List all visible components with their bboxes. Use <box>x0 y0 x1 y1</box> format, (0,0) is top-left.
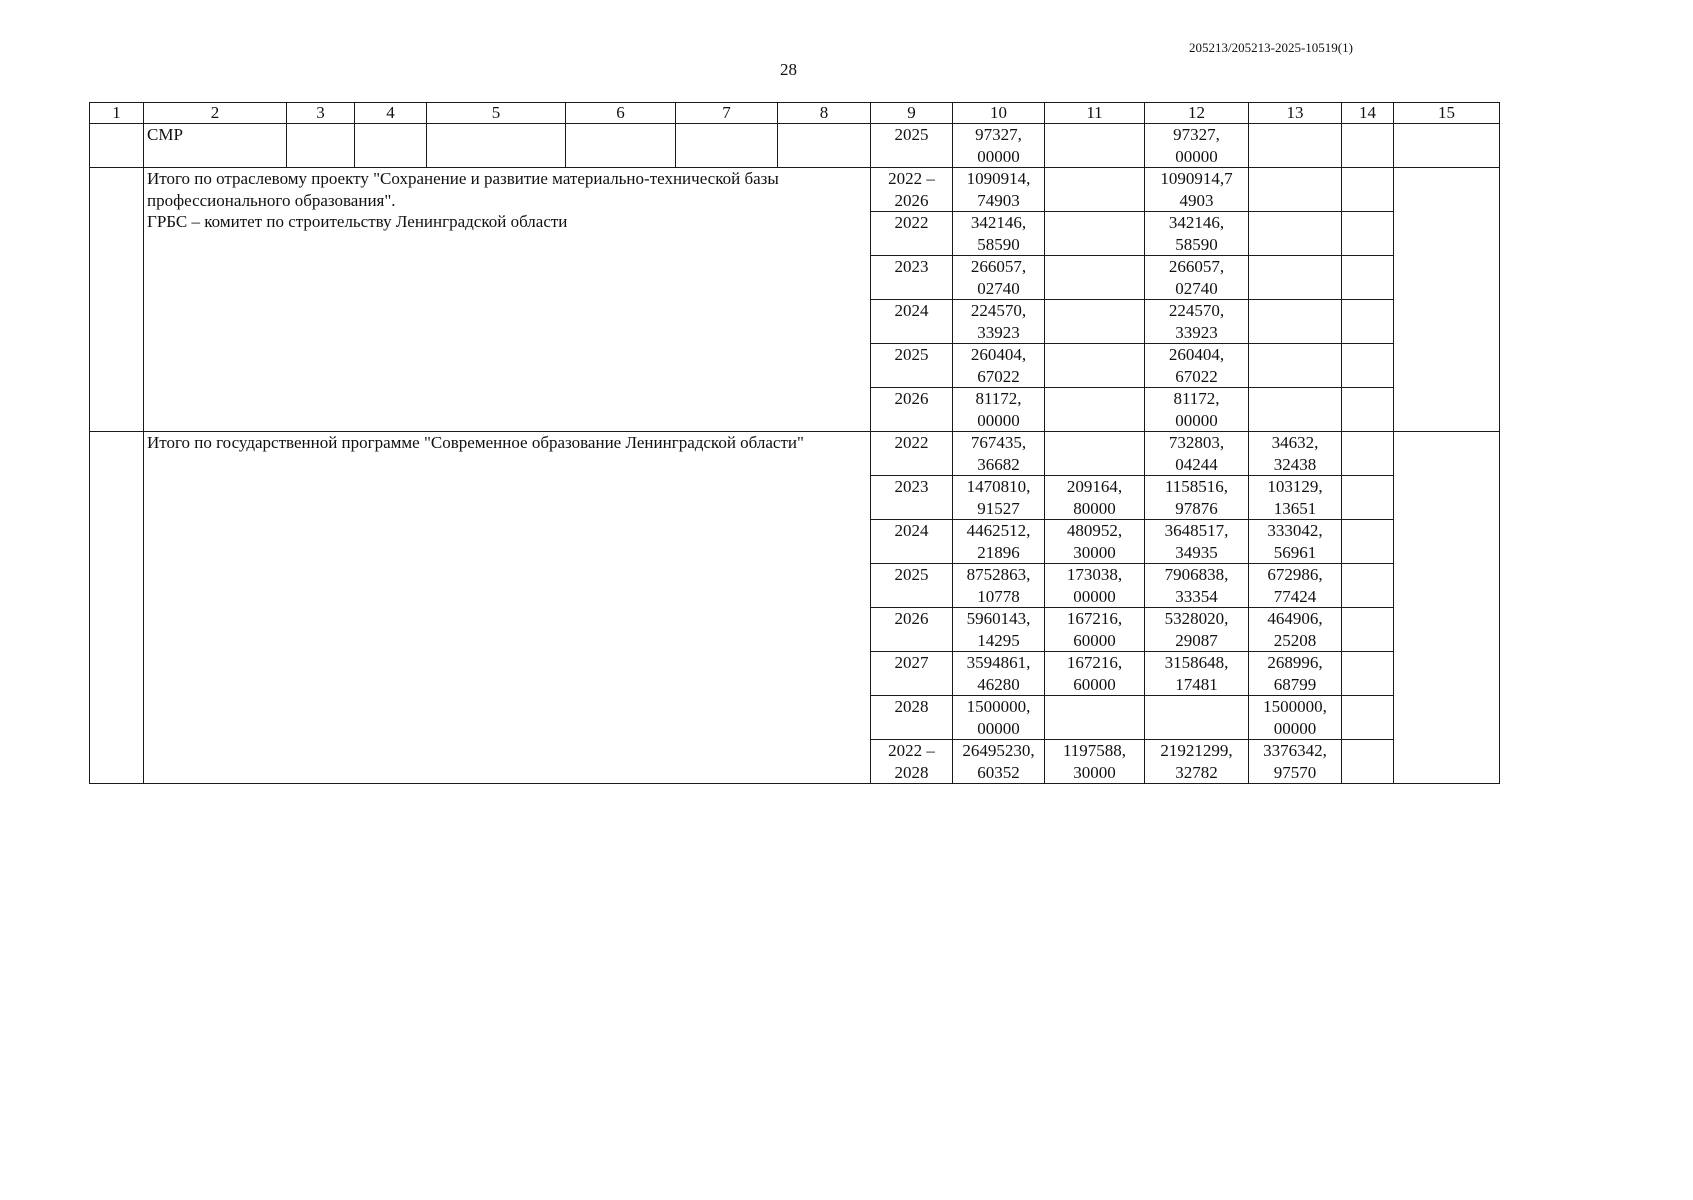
column-number-1: 1 <box>90 103 144 124</box>
year-cell: 2023 <box>871 256 953 300</box>
value-col14 <box>1342 168 1394 212</box>
value-col10: 342146, 58590 <box>953 212 1045 256</box>
value-col11 <box>1045 300 1145 344</box>
value-col14 <box>1342 344 1394 388</box>
value-col14 <box>1342 652 1394 696</box>
cell-col8 <box>778 124 871 168</box>
section1-title-line1: Итого по отраслевому проекту "Сохранение и развитие материально-технической базы профессионального образования". <box>147 169 779 210</box>
value-col12: 732803, 04244 <box>1145 432 1249 476</box>
year-cell: 2023 <box>871 476 953 520</box>
value-col14 <box>1342 476 1394 520</box>
value-col11 <box>1045 344 1145 388</box>
section1-title <box>144 168 871 432</box>
cell-col4 <box>355 124 427 168</box>
value-col15 <box>1394 124 1500 168</box>
value-col11: 167216, 60000 <box>1045 608 1145 652</box>
value-col12: 21921299, 32782 <box>1145 740 1249 784</box>
column-number-13: 13 <box>1249 103 1342 124</box>
value-col12: 3158648, 17481 <box>1145 652 1249 696</box>
cell-col3 <box>287 124 355 168</box>
value-col13: 3376342, 97570 <box>1249 740 1342 784</box>
year-cell: 2025 <box>871 124 953 168</box>
value-col14 <box>1342 212 1394 256</box>
cell-col5 <box>427 124 566 168</box>
value-col12: 5328020, 29087 <box>1145 608 1249 652</box>
value-col11: 480952, 30000 <box>1045 520 1145 564</box>
section1-col1 <box>90 168 144 432</box>
value-col13 <box>1249 388 1342 432</box>
value-col12: 224570, 33923 <box>1145 300 1249 344</box>
table-row-section2 <box>90 432 1500 476</box>
value-col13: 268996, 68799 <box>1249 652 1342 696</box>
value-col10: 1090914, 74903 <box>953 168 1045 212</box>
value-col14 <box>1342 256 1394 300</box>
column-number-5: 5 <box>427 103 566 124</box>
year-cell: 2024 <box>871 520 953 564</box>
section2-title: Итого по государственной программе "Современное образование Ленинградской области" <box>144 432 871 784</box>
year-cell: 2027 <box>871 652 953 696</box>
value-col11 <box>1045 168 1145 212</box>
value-col13: 103129, 13651 <box>1249 476 1342 520</box>
value-col13 <box>1249 344 1342 388</box>
value-col12: 1158516, 97876 <box>1145 476 1249 520</box>
value-col10: 5960143, 14295 <box>953 608 1045 652</box>
value-col11: 209164, 80000 <box>1045 476 1145 520</box>
page-number: 28 <box>780 60 797 79</box>
value-col10: 8752863, 10778 <box>953 564 1045 608</box>
value-col11 <box>1045 124 1145 168</box>
year-cell: 2028 <box>871 696 953 740</box>
column-number-8: 8 <box>778 103 871 124</box>
section1-col15 <box>1394 168 1500 432</box>
value-col14 <box>1342 432 1394 476</box>
table-row-section1 <box>90 168 1500 212</box>
cell-col1 <box>90 124 144 168</box>
section2-col15 <box>1394 432 1500 784</box>
value-col13: 672986, 77424 <box>1249 564 1342 608</box>
value-col12: 81172, 00000 <box>1145 388 1249 432</box>
year-cell: 2022 – 2028 <box>871 740 953 784</box>
value-col12: 260404, 67022 <box>1145 344 1249 388</box>
year-cell: 2026 <box>871 608 953 652</box>
value-col14 <box>1342 696 1394 740</box>
value-col11 <box>1045 388 1145 432</box>
year-cell: 2025 <box>871 344 953 388</box>
value-col13: 1500000, 00000 <box>1249 696 1342 740</box>
budget-table <box>89 102 1500 784</box>
value-col10: 266057, 02740 <box>953 256 1045 300</box>
value-col13: 34632, 32438 <box>1249 432 1342 476</box>
column-number-15: 15 <box>1394 103 1500 124</box>
value-col14 <box>1342 520 1394 564</box>
value-col12: 3648517, 34935 <box>1145 520 1249 564</box>
value-col14 <box>1342 300 1394 344</box>
value-col10: 767435, 36682 <box>953 432 1045 476</box>
year-cell: 2026 <box>871 388 953 432</box>
column-number-10: 10 <box>953 103 1045 124</box>
value-col11: 167216, 60000 <box>1045 652 1145 696</box>
value-col12: 342146, 58590 <box>1145 212 1249 256</box>
year-cell: 2022 <box>871 212 953 256</box>
column-number-12: 12 <box>1145 103 1249 124</box>
value-col13: 464906, 25208 <box>1249 608 1342 652</box>
value-col11 <box>1045 212 1145 256</box>
value-col14 <box>1342 124 1394 168</box>
section1-title-line2: ГРБС – комитет по строительству Ленинградской области <box>147 212 568 231</box>
value-col12: 1090914,7 4903 <box>1145 168 1249 212</box>
value-col10: 1500000, 00000 <box>953 696 1045 740</box>
cell-col6 <box>566 124 676 168</box>
cell-col7 <box>676 124 778 168</box>
year-cell: 2025 <box>871 564 953 608</box>
value-col10: 1470810, 91527 <box>953 476 1045 520</box>
value-col13 <box>1249 168 1342 212</box>
value-col12: 266057, 02740 <box>1145 256 1249 300</box>
value-col14 <box>1342 608 1394 652</box>
document-number: 205213/205213-2025-10519(1) <box>1189 40 1353 55</box>
value-col13 <box>1249 300 1342 344</box>
value-col13: 333042, 56961 <box>1249 520 1342 564</box>
value-col11: 173038, 00000 <box>1045 564 1145 608</box>
value-col11: 1197588, 30000 <box>1045 740 1145 784</box>
value-col14 <box>1342 564 1394 608</box>
smr-label: СМР <box>144 124 287 168</box>
column-number-6: 6 <box>566 103 676 124</box>
value-col11 <box>1045 696 1145 740</box>
column-number-row <box>90 103 1500 124</box>
year-cell: 2024 <box>871 300 953 344</box>
value-col12 <box>1145 696 1249 740</box>
value-col13 <box>1249 124 1342 168</box>
value-col11 <box>1045 432 1145 476</box>
column-number-7: 7 <box>676 103 778 124</box>
section2-col1 <box>90 432 144 784</box>
value-col14 <box>1342 740 1394 784</box>
column-number-11: 11 <box>1045 103 1145 124</box>
table-row-smr <box>90 124 1500 168</box>
year-cell: 2022 – 2026 <box>871 168 953 212</box>
column-number-2: 2 <box>144 103 287 124</box>
value-col10: 3594861, 46280 <box>953 652 1045 696</box>
column-number-9: 9 <box>871 103 953 124</box>
column-number-14: 14 <box>1342 103 1394 124</box>
column-number-4: 4 <box>355 103 427 124</box>
value-col12: 97327, 00000 <box>1145 124 1249 168</box>
value-col13 <box>1249 256 1342 300</box>
value-col10: 26495230, 60352 <box>953 740 1045 784</box>
value-col11 <box>1045 256 1145 300</box>
column-number-3: 3 <box>287 103 355 124</box>
value-col14 <box>1342 388 1394 432</box>
value-col10: 224570, 33923 <box>953 300 1045 344</box>
value-col12: 7906838, 33354 <box>1145 564 1249 608</box>
value-col10: 4462512, 21896 <box>953 520 1045 564</box>
year-cell: 2022 <box>871 432 953 476</box>
value-col10: 97327, 00000 <box>953 124 1045 168</box>
value-col10: 81172, 00000 <box>953 388 1045 432</box>
value-col13 <box>1249 212 1342 256</box>
value-col10: 260404, 67022 <box>953 344 1045 388</box>
